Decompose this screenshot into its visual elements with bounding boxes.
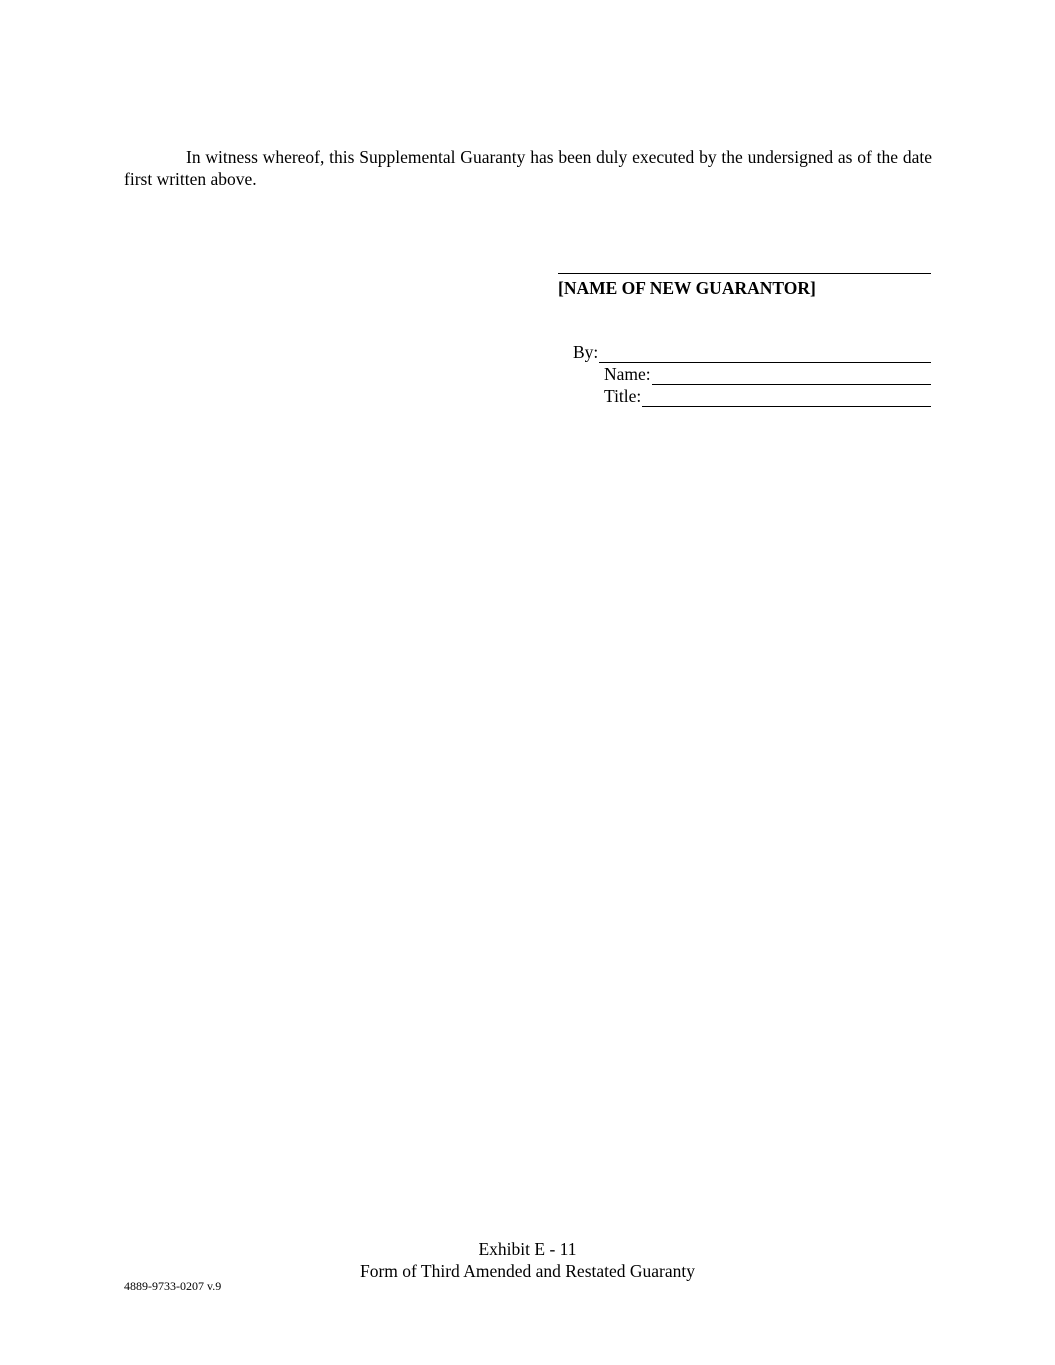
title-line	[558, 385, 931, 407]
title-label: Title:	[604, 386, 642, 406]
document-id: 4889-9733-0207 v.9	[124, 1279, 222, 1293]
name-label: Name:	[604, 364, 651, 384]
name-line	[558, 363, 931, 385]
by-label: By:	[573, 342, 599, 362]
guarantor-name: [NAME OF NEW GUARANTOR]	[558, 278, 816, 298]
signature-block	[558, 262, 931, 407]
by-line	[558, 341, 931, 363]
name-blank	[652, 367, 931, 385]
witness-paragraph: In witness whereof, this Supplemental Guaranty has been duly executed by the undersigned as of the date first written above.	[124, 147, 932, 189]
by-blank	[599, 345, 931, 363]
title-blank	[642, 389, 931, 407]
footer-exhibit: Exhibit E - 11	[478, 1239, 577, 1259]
footer-form-title: Form of Third Amended and Restated Guaranty	[359, 1261, 696, 1281]
guarantor-signature-line	[558, 273, 931, 274]
